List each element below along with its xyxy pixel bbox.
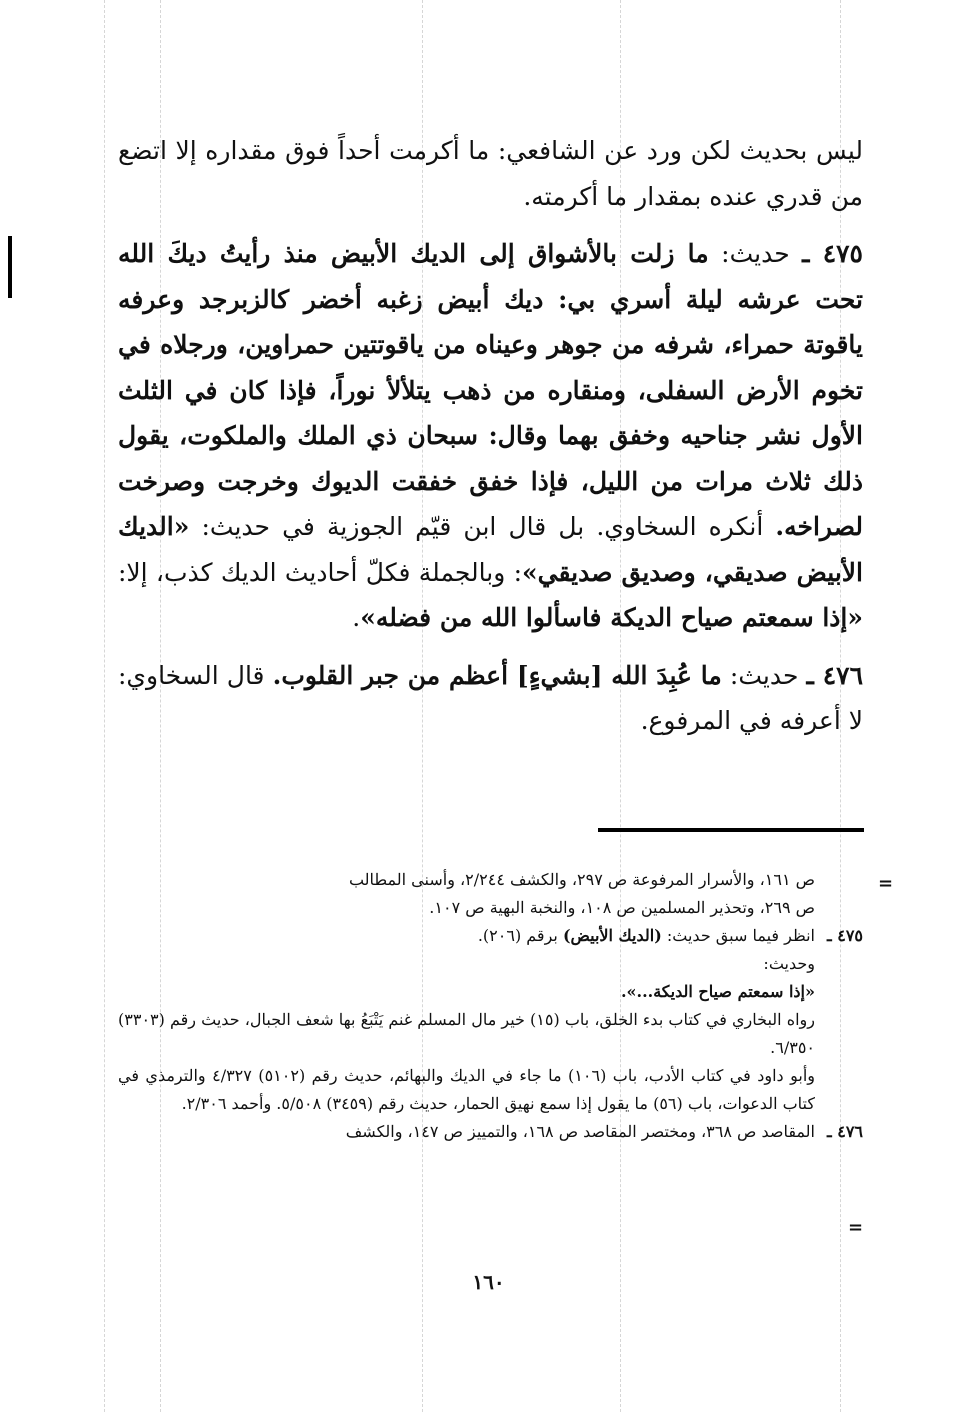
footnote-line: ص ١٦١، والأسرار المرفوعة ص ٢٩٧، والكشف ٢/٢٤٤، وأسنى المطالب [348,870,815,889]
entry-476-comment: قال السخاوي: لا أعرفه في المرفوع. [118,660,863,735]
entry-475-comment-2: : وبالجملة فكلّ أحاديث الديك كذب، إلا: [118,557,523,587]
footnote-line: المقاصد ص ٣٦٨، ومختصر المقاصد ص ١٦٨، والتمييز ص ١٤٧، والكشف [345,1122,815,1141]
entry-475-quote-1: «الديك الأبيض صديقي، وصديق صديقي» [118,512,863,587]
footnote-line: ص ٢٦٩، وتحذير المسلمين ص ١٠٨، والنخبة البهية ص ١٠٧. [429,898,815,917]
entry-475-hadith: ما زلت بالأشواق إلى الديك الأبيض منذ رأيتُ ديكَ الله تحت عرشه ليلة أسري بي: ديك أبيض زغبه أخضر كالزبرجد وعرفه ياقوتة حمراء، شرفه من جوهر وعيناه من ياقوتتين حمراوين، ورجلاه في تخوم الأرض السفلى، ومنقاره من ذهب يتلألأ نوراً، فإذا كان في الثلث الأول نشر جناحيه وخفق بهما وقال: سبحان ذي الملك والملكوت، يقول ذلك ثلاث مرات من الليل، فإذا خفق خفقت الديوك وخرجت وصرخت لصراخه. [118,239,863,541]
footnote-476 [118,1118,863,1146]
entry-476-label: حديث: [729,660,799,690]
footnote-475-number: ٤٧٥ ـ [826,926,863,945]
footnote-line: وأبو داود في كتاب الأدب، باب (١٠٦) ما جاء في الديك والبهائم، حديث رقم (٥١٠٢) ٤/٣٢٧ والترمذي في كتاب الدعوات، باب (٥٦) ما يقول إذا سمع نهيق الحمار، حديث رقم (٣٤٥٩) ٥/٥٠٨. وأحمد ٢/٣٠٦. [118,1066,816,1113]
footnote-476-number: ٤٧٦ ـ [826,1122,863,1141]
entry-475-label: حديث: [721,239,790,268]
entry-475-quote-2: «إذا سمعتم صياح الديكة فاسألوا الله من فضله» [360,603,863,632]
footnote-line [118,922,815,950]
page-number: ١٦٠ [472,1270,505,1294]
footnotes [118,866,863,1146]
paragraph-intro-text: ليس بحديث لكن ورد عن الشافعي: ما أكرمت أحداً فوق مقداره إلا اتضع من قدري عنده بمقدار ما أكرمته. [118,136,863,211]
continuation-mark-bottom: = [848,1217,864,1238]
entry-476-number: ٤٧٦ ـ [806,660,864,690]
footnote-475-ref: برقم (٢٠٦). [477,926,558,945]
entry-475 [118,231,863,641]
entry-475-end: . [352,603,361,632]
paragraph-intro [118,128,863,219]
main-text [118,128,863,744]
footnote-line: «إذا سمعتم صياح الديكة...». [620,982,815,1001]
footnote-line: وحديث: [763,954,815,973]
footnote-separator [598,828,864,832]
continuation-mark-top: = [878,873,894,894]
margin-mark [8,236,12,298]
footnote-line: رواه البخاري في كتاب بدء الخلق، باب (١٥) خير مال المسلم غنم يَتْبَعُ بها شعف الجبال، حديث رقم (٣٣٠٣) ٦/٣٥٠. [118,1010,815,1057]
footnote-475-bold: (الديك الأبيض) [562,926,662,945]
footnote-continued [118,866,863,922]
entry-476-hadith: ما عُبِدَ الله [بشيءٍ] أعظم من جبر القلوب. [272,660,722,690]
entry-475-comment-1: أنكره السخاوي. بل قال ابن قيّم الجوزية في حديث: [201,512,764,541]
entry-475-number: ٤٧٥ ـ [802,239,863,268]
footnote-475 [118,922,863,1118]
scan-guide-line [104,0,105,1412]
footnote-475-text: انظر فيما سبق حديث: [666,926,815,945]
entry-476 [118,653,863,744]
